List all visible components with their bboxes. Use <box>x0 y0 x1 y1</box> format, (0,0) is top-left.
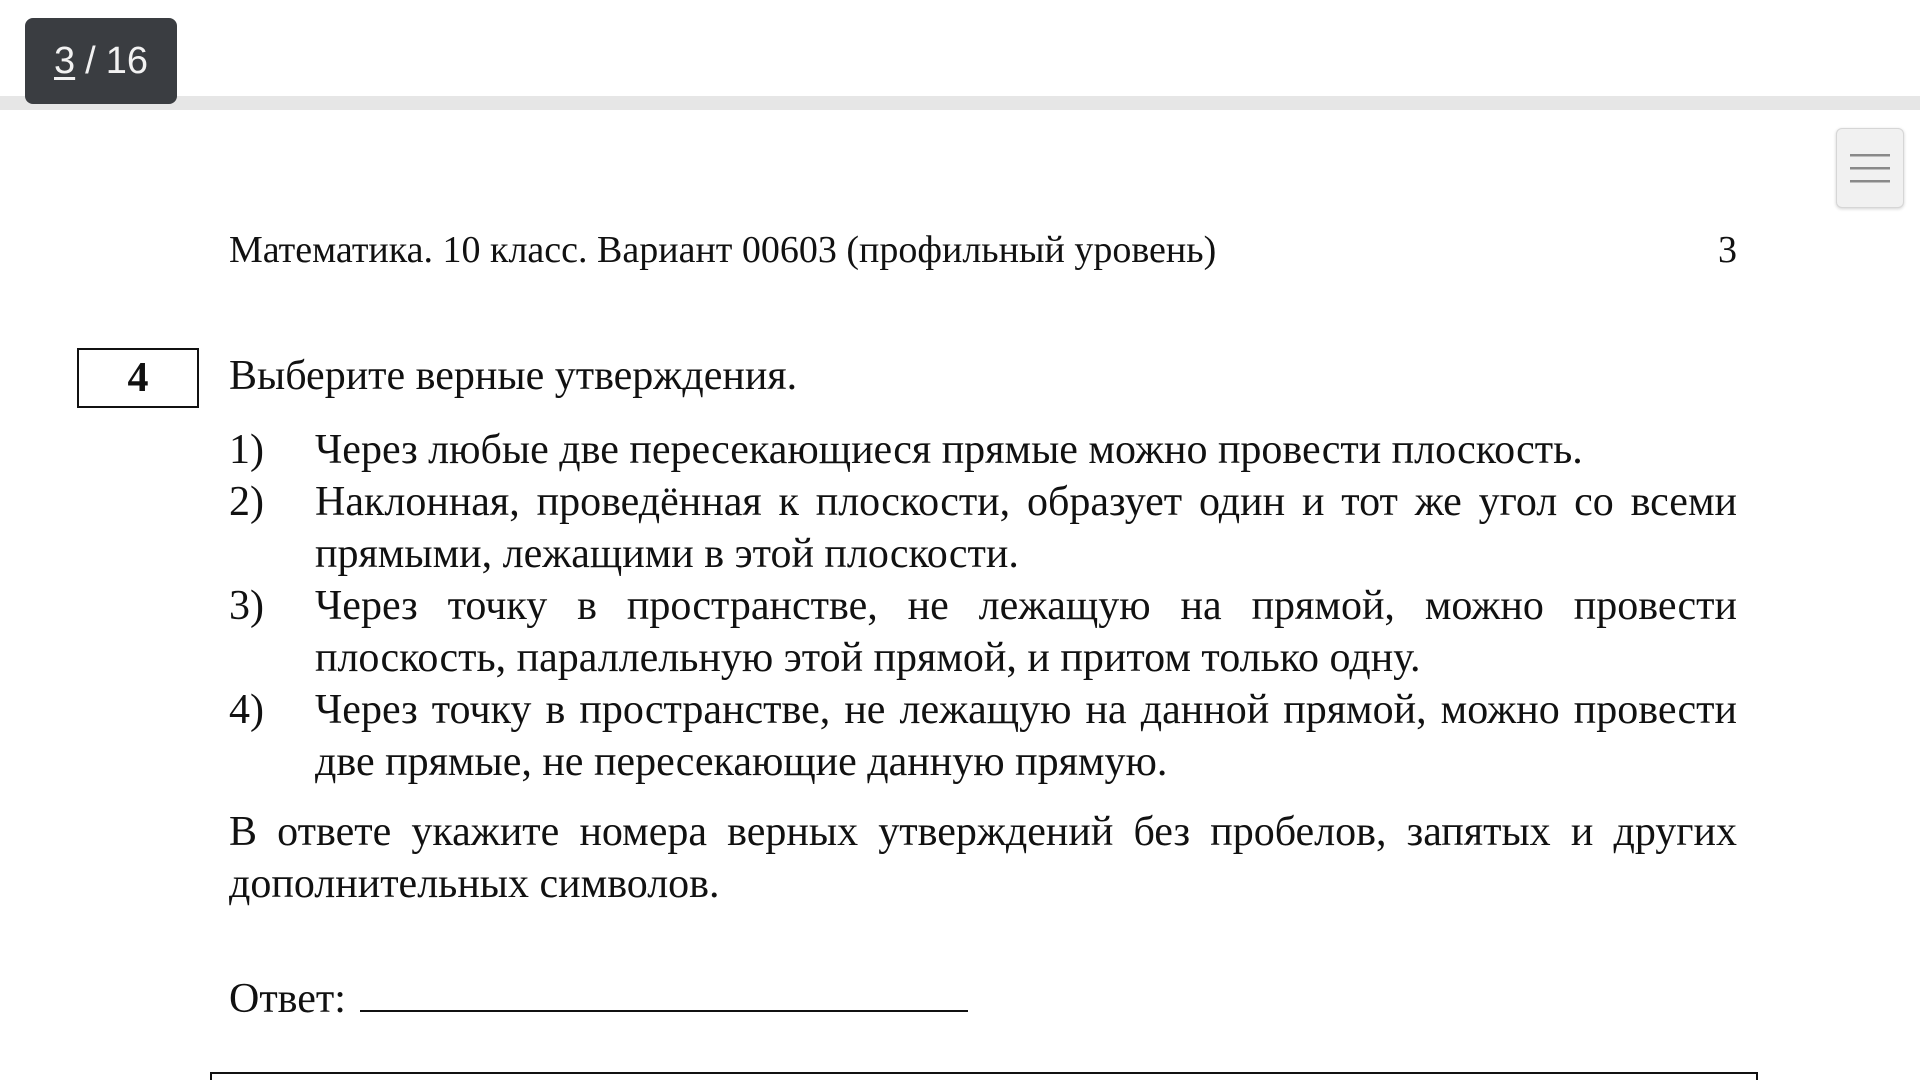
item-number: 3) <box>229 583 264 629</box>
current-page-number[interactable]: 3 <box>54 39 76 82</box>
item-text: Через точку в пространстве, не лежащую на прямой, можно провести плоскость, параллельную этой прямой, и притом только одну. <box>315 583 1737 681</box>
item-number: 4) <box>229 687 264 733</box>
answer-instructions: В ответе укажите номера верных утверждений без пробелов, запятых и других дополнительных символов. <box>229 809 1737 907</box>
header-title: Математика. 10 класс. Вариант 00603 (профильный уровень) <box>229 229 1217 271</box>
list-item <box>229 424 1737 476</box>
item-text: Наклонная, проведённая к плоскости, образует один и тот же угол со всеми прямыми, лежащими в этой плоскости. <box>315 479 1737 577</box>
total-pages: 16 <box>105 39 148 82</box>
answer-label: Ответ: <box>229 976 346 1022</box>
item-number: 1) <box>229 427 264 473</box>
header-page-number: 3 <box>1718 229 1737 271</box>
task-number: 4 <box>127 355 149 401</box>
item-text: Через точку в пространстве, не лежащую на данной прямой, можно провести две прямые, не пересекающие данную прямую. <box>315 687 1737 785</box>
statement-list <box>229 424 1737 788</box>
item-text: Через любые две пересекающиеся прямые можно провести плоскость. <box>315 427 1583 473</box>
page-separator: / <box>85 39 96 82</box>
answer-grid-frame <box>210 1072 1758 1080</box>
list-item <box>229 684 1737 788</box>
list-item <box>229 580 1737 684</box>
answer-row <box>229 966 968 1025</box>
list-item <box>229 476 1737 580</box>
task-title: Выберите верные утверждения. <box>229 353 798 399</box>
task-number-box <box>77 348 199 408</box>
document-header <box>229 226 1737 274</box>
item-number: 2) <box>229 479 264 525</box>
answer-blank-line <box>360 966 968 1012</box>
